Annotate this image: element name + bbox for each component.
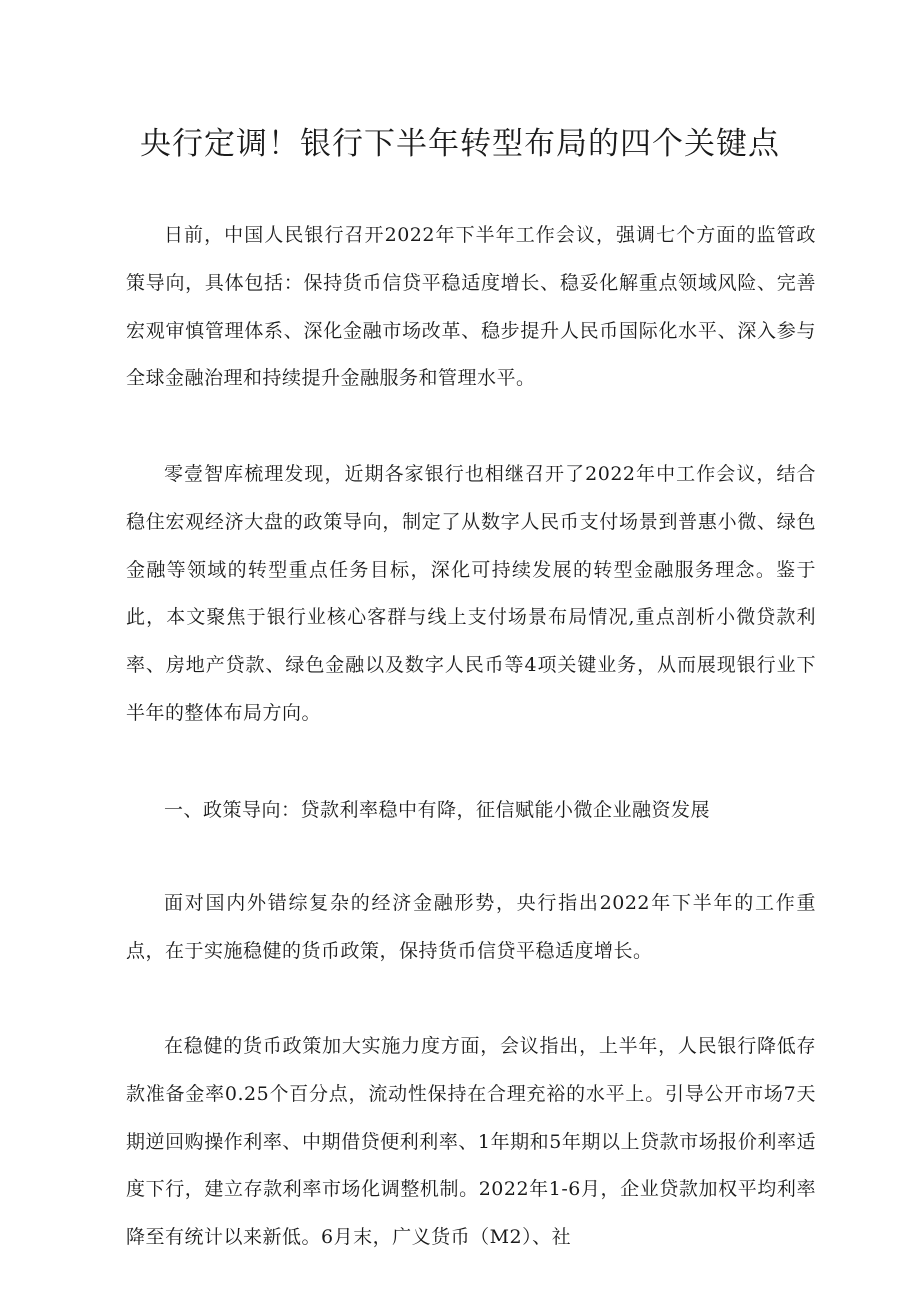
paragraph-research-findings: 零壹智库梳理发现，近期各家银行也相继召开了2022年中工作会议，结合稳住宏观经济大盘的政策导向，制定了从数字人民币支付场景到普惠小微、绿色金融等领域的转型重点任务目标，深化可持续发展的转型金融服务理念。鉴于此，本文聚焦于银行业核心客群与线上支付场景布局情况,重点剖析小微贷款利率、房地产贷款、绿色金融以及数字人民币等4项关键业务，从而展现银行业下半年的整体布局方向。 bbox=[126, 463, 816, 724]
section-heading-policy: 一、政策导向：贷款利率稳中有降，征信赋能小微企业融资发展 bbox=[164, 799, 711, 821]
paragraph-intro: 日前，中国人民银行召开2022年下半年工作会议，强调七个方面的监管政策导向，具体包括：保持货币信贷平稳适度增长、稳妥化解重点领域风险、完善宏观审慎管理体系、深化金融市场改革、稳步提升人民币国际化水平、深入参与全球金融治理和持续提升金融服务和管理水平。 bbox=[126, 224, 816, 390]
document-title: 央行定调！银行下半年转型布局的四个关键点 bbox=[140, 126, 780, 162]
paragraph-policy-focus: 面对国内外错综复杂的经济金融形势，央行指出2022年下半年的工作重点，在于实施稳健的货币政策，保持货币信贷平稳适度增长。 bbox=[126, 892, 816, 962]
paragraph-monetary-policy: 在稳健的货币政策加大实施力度方面，会议指出，上半年，人民银行降低存款准备金率0.25个百分点，流动性保持在合理充裕的水平上。引导公开市场7天期逆回购操作利率、中期借贷便利利率、1年期和5年期以上贷款市场报价利率适度下行，建立存款利率市场化调整机制。2022年1-6月，企业贷款加权平均利率降至有统计以来新低。6月末，广义货币（M2）、社 bbox=[126, 1035, 816, 1249]
